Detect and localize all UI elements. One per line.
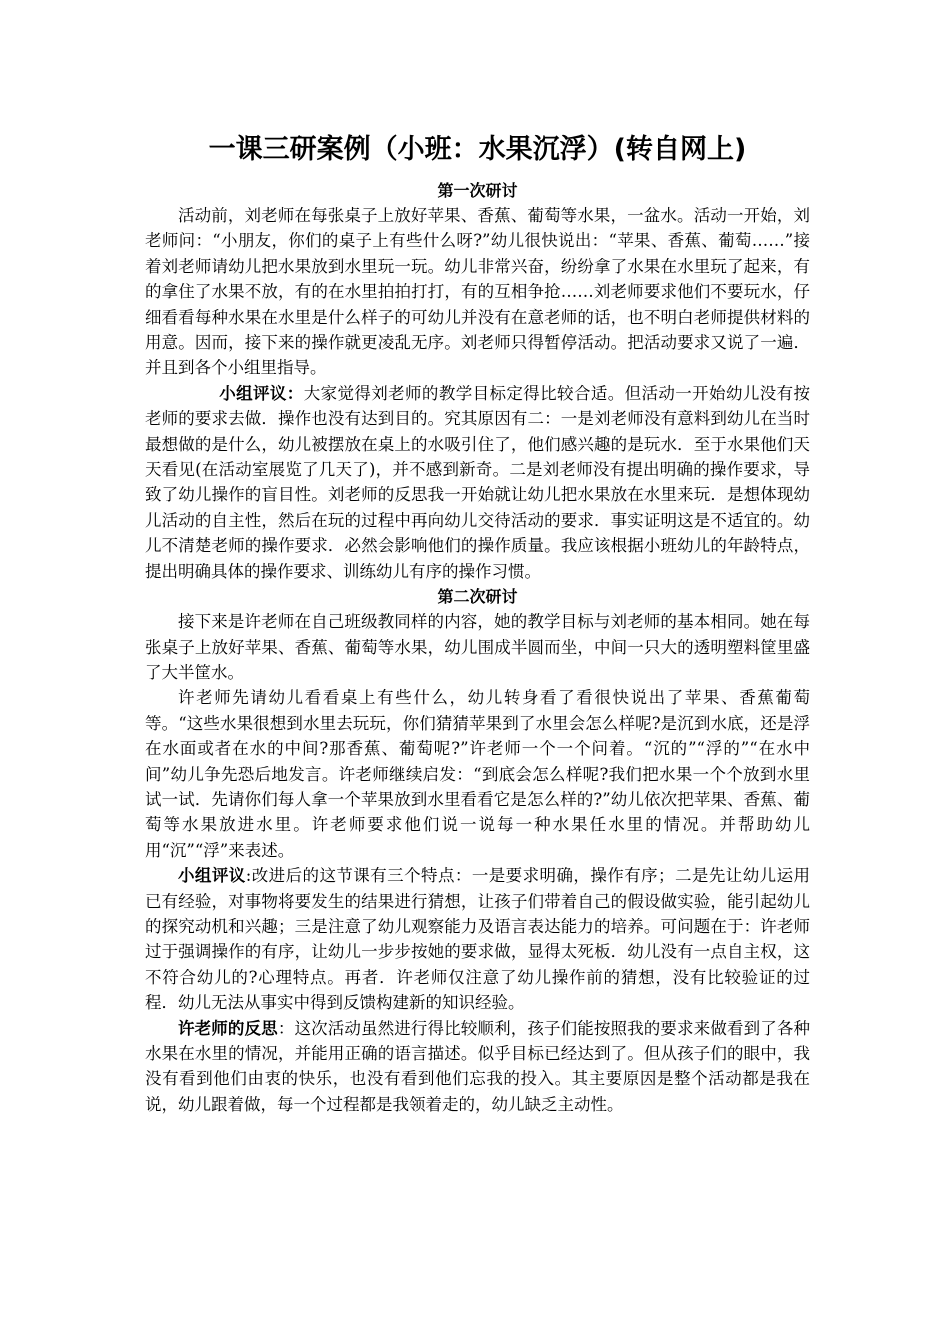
- section-heading: 第一次研讨: [437, 181, 518, 200]
- paragraph-group-review: [145, 863, 810, 1015]
- paragraph: [145, 203, 810, 381]
- paragraph-text: 大家觉得刘老师的教学目标定得比较合适。但活动一开始幼儿没有按老师的要求去做．操作也没有达到目的。究其原因有二：一是刘老师没有意料到幼儿在当时最想做的是什么，幼儿被摆放在桌上的水吸引住了，他们感兴趣的是玩水．至于水果他们天天看见(在活动室展览了几天了)，并不感到新奇。二是刘老师没有提出明确的操作要求，导致了幼儿操作的盲目性。刘老师的反思我一开始就让幼儿把水果放在水里来玩．是想体现幼儿活动的自主性，然后在玩的过程中再向幼儿交待活动的要求．事实证明这是不适宜的。幼儿不清楚老师的操作要求．必然会影响他们的操作质量。我应该根据小班幼儿的年龄特点，提出明确具体的操作要求、训练幼儿有序的操作习惯。: [145, 383, 811, 581]
- paragraph-text: :改进后的这节课有三个特点：一是要求明确，操作有序；二是先让幼儿运用已有经验，对事物将要发生的结果进行猜想，让孩子们带着自己的假设做实验，能引起幼儿的探究动机和兴趣；三是注意了幼儿观察能力及语言表达能力的培养。可问题在于：许老师过于强调操作的有序，让幼儿一步步按她的要求做，显得太死板．幼儿没有一点自主权，这不符合幼儿的?心理特点。再者．许老师仅注意了幼儿操作前的猜想，没有比较验证的过程．幼儿无法从事实中得到反馈构建新的知识经验。: [145, 866, 811, 1013]
- paragraph-text: ：这次活动虽然进行得比较顺利，孩子们能按照我的要求来做看到了各种水果在水里的情况，并能用正确的语言描述。似乎目标已经达到了。但从孩子们的眼中，我没有看到他们由衷的快乐，也没有看到他们忘我的投入。其主要原因是整个活动都是我在说，幼儿跟着做，每一个过程都是我领着走的，幼儿缺乏主动性。: [145, 1018, 811, 1114]
- paragraph-label: 小组评议: [178, 866, 246, 886]
- paragraph-group-review: [145, 381, 810, 584]
- paragraph-text: 许老师先请幼儿看看桌上有些什么，幼儿转身看了看很快说出了苹果、香蕉葡萄等。“这些水果很想到水里去玩玩，你们猜猜苹果到了水里会怎么样呢?是沉到水底，还是浮在水面或者在水的中间?那香蕉、葡萄呢?”许老师一个一个问着。“沉的”“浮的”“在水中间”幼儿争先恐后地发言。许老师继续启发：“到底会怎么样呢?我们把水果一个个放到水里试一试．先请你们每人拿一个苹果放到水里看看它是怎么样的?”幼儿依次把苹果、香蕉、葡萄等水果放进水里。许老师要求他们说一说每一种水果任水里的情况。并帮助幼儿用“沉”“浮”来表述。: [145, 688, 810, 860]
- paragraph: [145, 685, 810, 863]
- section-heading: 第二次研讨: [437, 587, 518, 607]
- paragraph: [145, 609, 810, 685]
- document-title: 一课三研案例（小班：水果沉浮）(转自网上): [208, 134, 747, 165]
- paragraph-label: 许老师的反思: [178, 1018, 278, 1038]
- paragraph-label: 小组评议：: [219, 383, 304, 403]
- section-first-study: [145, 178, 810, 584]
- paragraph-text: 接下来是许老师在自己班级教同样的内容，她的教学目标与刘老师的基本相同。她在每张桌子上放好苹果、香蕉、葡萄等水果，幼儿围成半圆而坐，中间一只大的透明塑料筐里盛了大半筐水。: [145, 612, 810, 682]
- document-body: [145, 132, 810, 1117]
- paragraph-teacher-reflection: [145, 1016, 810, 1118]
- paragraph-text: 活动前，刘老师在每张桌子上放好苹果、香蕉、葡萄等水果，一盆水。活动一开始，刘老师问：“小朋友，你们的桌子上有些什么呀?”幼儿很快说出：“苹果、香蕉、葡萄……”接着刘老师请幼儿把水果放到水里玩一玩。幼儿非常兴奋，纷纷拿了水果在水里玩了起来，有的拿住了水果不放，有的在水里拍拍打打，有的互相争抢……刘老师要求他们不要玩水，仔细看看每种水果在水里是什么样子的可幼儿并没有在意老师的话，也不明白老师提供材料的用意。因而，接下来的操作就更凌乱无序。刘老师只得暂停活动。把活动要求又说了一遍．并且到各个小组里指导。: [145, 206, 810, 378]
- section-second-study: [145, 584, 810, 1117]
